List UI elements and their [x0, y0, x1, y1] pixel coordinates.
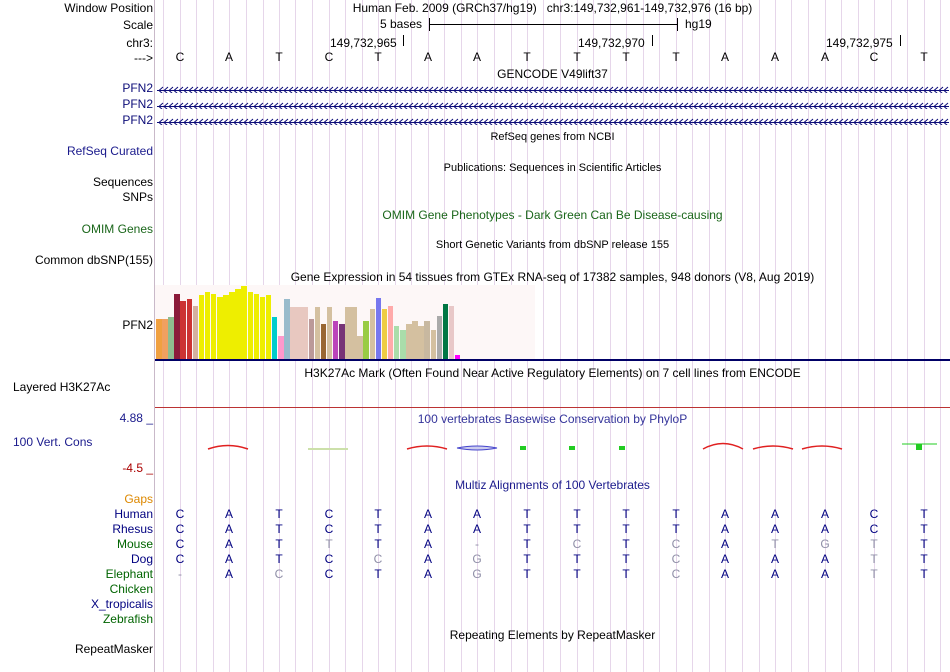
alignment-base: C: [175, 522, 185, 536]
gtex-tissue-bar[interactable]: [217, 297, 223, 360]
alignment-base: T: [325, 537, 333, 551]
alignment-base: T: [672, 522, 680, 536]
alignment-base: T: [920, 522, 928, 536]
alignment-base: T: [573, 567, 581, 581]
base-letter: A: [472, 50, 481, 64]
dbsnp-title[interactable]: Short Genetic Variants from dbSNP release 155: [435, 239, 670, 251]
alignment-base: T: [275, 522, 283, 536]
gtex-tissue-bar[interactable]: [302, 307, 308, 360]
multiz-species-label[interactable]: Elephant: [105, 567, 153, 581]
repeatmasker-title[interactable]: Repeating Elements by RepeatMasker: [449, 628, 656, 642]
gtex-divider: [155, 359, 950, 361]
base-letter: C: [175, 50, 185, 64]
phylop-peak: [457, 446, 497, 450]
scale-db: hg19: [685, 17, 712, 31]
alignment-base: T: [573, 522, 581, 536]
gtex-tissue-bar[interactable]: [382, 309, 388, 360]
gtex-tissue-bar[interactable]: [156, 319, 162, 360]
gtex-tissue-bar[interactable]: [290, 307, 296, 360]
gtex-tissue-bar[interactable]: [168, 317, 174, 360]
gencode-title[interactable]: GENCODE V49lift37: [497, 67, 608, 81]
scale-bar: [430, 24, 678, 25]
window-position-value: Human Feb. 2009 (GRCh37/hg19) chr3:149,732,961-149,732,976 (16 bp): [352, 1, 753, 15]
phylop-peak: [208, 446, 248, 450]
phylop-min-label: -4.5 _: [122, 461, 153, 475]
alignment-base: T: [374, 567, 382, 581]
phylop-peak: [619, 446, 625, 450]
alignment-base: T: [622, 507, 630, 521]
alignment-base: T: [920, 507, 928, 521]
phylop-peak: [569, 446, 575, 450]
alignment-base: T: [771, 537, 779, 551]
alignment-base: A: [720, 522, 729, 536]
gtex-tissue-bar[interactable]: [400, 330, 406, 360]
alignment-base: A: [820, 552, 829, 566]
alignment-base: C: [671, 552, 681, 566]
alignment-base: A: [224, 537, 233, 551]
gtex-tissue-bar[interactable]: [193, 306, 199, 360]
alignment-base: T: [920, 567, 928, 581]
phylop-peak: [802, 446, 842, 449]
alignment-base: C: [324, 567, 334, 581]
gtex-tissue-bar[interactable]: [388, 306, 394, 360]
alignment-base: T: [870, 567, 878, 581]
gtex-tissue-bar[interactable]: [370, 309, 376, 360]
alignment-base: T: [573, 507, 581, 521]
multiz-species-label[interactable]: Dog: [130, 552, 153, 566]
base-letter: A: [423, 50, 432, 64]
multiz-species-label[interactable]: X_tropicalis: [90, 597, 153, 611]
alignment-base: A: [224, 567, 233, 581]
gencode-gene-strand[interactable]: [157, 100, 949, 109]
alignment-base: A: [423, 567, 432, 581]
gtex-tissue-bar[interactable]: [339, 324, 345, 360]
base-letter: T: [523, 50, 531, 64]
scale-text: 5 bases: [380, 17, 423, 31]
gtex-tissue-bar[interactable]: [418, 326, 424, 360]
gtex-tissue-bar[interactable]: [205, 292, 211, 360]
gtex-tissue-bar[interactable]: [333, 321, 339, 360]
gtex-tissue-bar[interactable]: [406, 324, 412, 360]
alignment-base: A: [770, 507, 779, 521]
multiz-species-label[interactable]: Rhesus: [112, 522, 153, 536]
gtex-tissue-bar[interactable]: [327, 307, 333, 360]
alignment-base: T: [672, 507, 680, 521]
base-letter: C: [869, 50, 879, 64]
gtex-tissue-bar[interactable]: [351, 307, 357, 360]
alignment-base: T: [374, 522, 382, 536]
publications-sequences-label[interactable]: Sequences: [92, 175, 153, 189]
base-letter: T: [275, 50, 283, 64]
base-letter: A: [224, 50, 233, 64]
alignment-base: A: [720, 552, 729, 566]
phylop-title[interactable]: 100 vertebrates Basewise Conservation by PhyloP: [417, 412, 688, 426]
base-letter: A: [820, 50, 829, 64]
alignment-base: C: [274, 567, 284, 581]
alignment-base: A: [423, 537, 432, 551]
multiz-gaps-label[interactable]: Gaps: [124, 492, 153, 506]
gtex-tissue-bar[interactable]: [296, 307, 302, 360]
gtex-tissue-bar[interactable]: [174, 294, 180, 360]
alignment-base: C: [175, 507, 185, 521]
gtex-tissue-bar[interactable]: [278, 336, 284, 360]
alignment-base: A: [720, 537, 729, 551]
gtex-tissue-bar[interactable]: [241, 286, 247, 360]
gtex-tissue-bar[interactable]: [321, 324, 327, 360]
base-letter: T: [573, 50, 581, 64]
gtex-title[interactable]: Gene Expression in 54 tissues from GTEx RNA-seq of 17382 samples, 948 donors (V8, Aug 2019): [290, 270, 815, 284]
gtex-tissue-bar[interactable]: [284, 299, 290, 360]
base-letter: T: [374, 50, 382, 64]
gtex-tissue-bar[interactable]: [199, 295, 205, 360]
gtex-tissue-bar[interactable]: [431, 330, 437, 360]
alignment-base: A: [770, 522, 779, 536]
alignment-base: C: [324, 507, 334, 521]
omim-label[interactable]: OMIM Genes: [81, 222, 153, 236]
alignment-base: A: [770, 567, 779, 581]
gtex-tissue-bar[interactable]: [363, 321, 369, 360]
alignment-base: C: [324, 522, 334, 536]
gtex-tissue-bar[interactable]: [254, 294, 260, 360]
phylop-peak: [703, 444, 743, 450]
dbsnp-label[interactable]: Common dbSNP(155): [34, 253, 153, 267]
gtex-tissue-bar[interactable]: [272, 317, 278, 360]
alignment-base: T: [275, 507, 283, 521]
alignment-base: T: [523, 567, 531, 581]
base-letter: T: [672, 50, 680, 64]
base-letter: A: [770, 50, 779, 64]
chrom-label: chr3:: [126, 36, 153, 50]
multiz-species-label[interactable]: Zebrafish: [102, 612, 153, 626]
publications-snps-label[interactable]: SNPs: [122, 190, 153, 204]
alignment-base: A: [472, 522, 481, 536]
phylop-peak: [753, 446, 793, 449]
multiz-species-label[interactable]: Chicken: [109, 582, 153, 596]
gtex-tissue-bar[interactable]: [211, 294, 217, 360]
position-tick-label: 149,732,965: [330, 36, 397, 50]
phylop-peak: [916, 444, 922, 450]
alignment-base: C: [175, 552, 185, 566]
gtex-tissue-bar[interactable]: [443, 304, 449, 360]
position-tick-label: 149,732,970: [578, 36, 645, 50]
gencode-gene-label[interactable]: PFN2: [122, 113, 153, 127]
alignment-base: A: [820, 522, 829, 536]
alignment-base: A: [224, 552, 233, 566]
alignment-base: T: [523, 552, 531, 566]
alignment-base: A: [720, 507, 729, 521]
alignment-base: T: [622, 552, 630, 566]
gencode-gene-strand[interactable]: [157, 116, 949, 125]
alignment-base: C: [175, 537, 185, 551]
base-letter: A: [720, 50, 729, 64]
gtex-tissue-bar[interactable]: [260, 297, 266, 360]
gtex-tissue-bar[interactable]: [315, 307, 321, 360]
gtex-gene-label[interactable]: PFN2: [122, 318, 153, 332]
alignment-base: C: [869, 507, 879, 521]
alignment-base: A: [224, 522, 233, 536]
alignment-base: T: [523, 537, 531, 551]
alignment-base: A: [820, 567, 829, 581]
gtex-tissue-bar[interactable]: [187, 299, 193, 360]
h3k27ac-title[interactable]: H3K27Ac Mark (Often Found Near Active Regulatory Elements) on 7 cell lines from ENCODE: [304, 366, 801, 380]
gtex-tissue-bar[interactable]: [424, 321, 430, 360]
alignment-base: C: [572, 537, 582, 551]
alignment-base: T: [573, 552, 581, 566]
gtex-tissue-bar[interactable]: [376, 298, 382, 360]
window-position-label: Window Position: [64, 1, 153, 15]
alignment-base: -: [475, 537, 479, 551]
alignment-base: T: [622, 522, 630, 536]
omim-title[interactable]: OMIM Gene Phenotypes - Dark Green Can Be Disease-causing: [382, 208, 723, 222]
base-letter: T: [920, 50, 928, 64]
gtex-tissue-bar[interactable]: [437, 316, 443, 360]
alignment-base: T: [920, 537, 928, 551]
position-tick-label: 149,732,975: [826, 36, 893, 50]
gtex-tissue-bar[interactable]: [412, 321, 418, 360]
scale-label: Scale: [122, 18, 153, 32]
alignment-base: T: [523, 522, 531, 536]
gtex-tissue-bar[interactable]: [357, 336, 363, 360]
alignment-base: A: [224, 507, 233, 521]
alignment-base: T: [870, 552, 878, 566]
alignment-base: A: [423, 507, 432, 521]
gtex-tissue-bar[interactable]: [248, 292, 254, 360]
gtex-tissue-bar[interactable]: [180, 301, 186, 360]
phylop-label[interactable]: 100 Vert. Cons: [13, 435, 93, 449]
refseq-title[interactable]: RefSeq genes from NCBI: [490, 131, 615, 143]
phylop-peak: [407, 446, 447, 449]
phylop-track[interactable]: [155, 438, 950, 454]
gtex-tissue-bar[interactable]: [266, 295, 272, 360]
alignment-base: A: [423, 552, 432, 566]
base-letter: C: [324, 50, 334, 64]
alignment-base: T: [870, 537, 878, 551]
alignment-base: T: [374, 507, 382, 521]
alignment-base: T: [920, 552, 928, 566]
gencode-gene-label[interactable]: PFN2: [122, 97, 153, 111]
phylop-max-label: 4.88 _: [119, 411, 153, 425]
alignment-base: A: [720, 567, 729, 581]
alignment-base: C: [869, 522, 879, 536]
scale-bar-right-cap: [677, 18, 678, 31]
alignment-base: T: [275, 552, 283, 566]
alignment-base: C: [324, 552, 334, 566]
gtex-tissue-bar[interactable]: [309, 319, 315, 360]
gtex-tissue-bar[interactable]: [449, 306, 455, 360]
phylop-peak: [520, 446, 526, 450]
multiz-title[interactable]: Multiz Alignments of 100 Vertebrates: [455, 478, 650, 492]
gtex-bar-chart[interactable]: [155, 285, 535, 360]
gtex-tissue-bar[interactable]: [235, 289, 241, 360]
alignment-base: T: [622, 537, 630, 551]
refseq-label[interactable]: RefSeq Curated: [66, 144, 153, 158]
h3k27ac-baseline: [155, 407, 950, 408]
alignment-base: T: [374, 537, 382, 551]
alignment-base: -: [178, 567, 182, 581]
publications-title[interactable]: Publications: Sequences in Scientific Articles: [443, 162, 662, 174]
gtex-tissue-bar[interactable]: [229, 292, 235, 360]
alignment-base: A: [770, 552, 779, 566]
scale-bar-left-cap: [429, 18, 430, 31]
alignment-base: G: [820, 537, 830, 551]
position-tick-mark: [652, 35, 653, 46]
alignment-base: A: [820, 507, 829, 521]
alignment-base: C: [671, 567, 681, 581]
alignment-base: T: [622, 567, 630, 581]
h3k27ac-label[interactable]: Layered H3K27Ac: [13, 380, 111, 394]
position-tick-mark: [900, 35, 901, 46]
alignment-base: G: [472, 552, 482, 566]
alignment-base: A: [423, 522, 432, 536]
gencode-gene-strand[interactable]: [157, 84, 949, 93]
alignment-base: T: [523, 507, 531, 521]
alignment-base: A: [472, 507, 481, 521]
gencode-gene-label[interactable]: PFN2: [122, 81, 153, 95]
gtex-tissue-bar[interactable]: [223, 295, 229, 360]
alignment-base: T: [275, 537, 283, 551]
base-letter: T: [622, 50, 630, 64]
repeatmasker-label[interactable]: RepeatMasker: [74, 642, 153, 656]
alignment-base: C: [671, 537, 681, 551]
gtex-tissue-bar[interactable]: [394, 326, 400, 360]
strand-label: --->: [134, 51, 153, 65]
alignment-base: G: [472, 567, 482, 581]
position-tick-mark: [403, 35, 404, 46]
multiz-species-label[interactable]: Mouse: [116, 537, 153, 551]
alignment-base: C: [373, 552, 383, 566]
gtex-tissue-bar[interactable]: [345, 307, 351, 360]
gtex-tissue-bar[interactable]: [162, 319, 168, 360]
multiz-species-label[interactable]: Human: [114, 507, 153, 521]
